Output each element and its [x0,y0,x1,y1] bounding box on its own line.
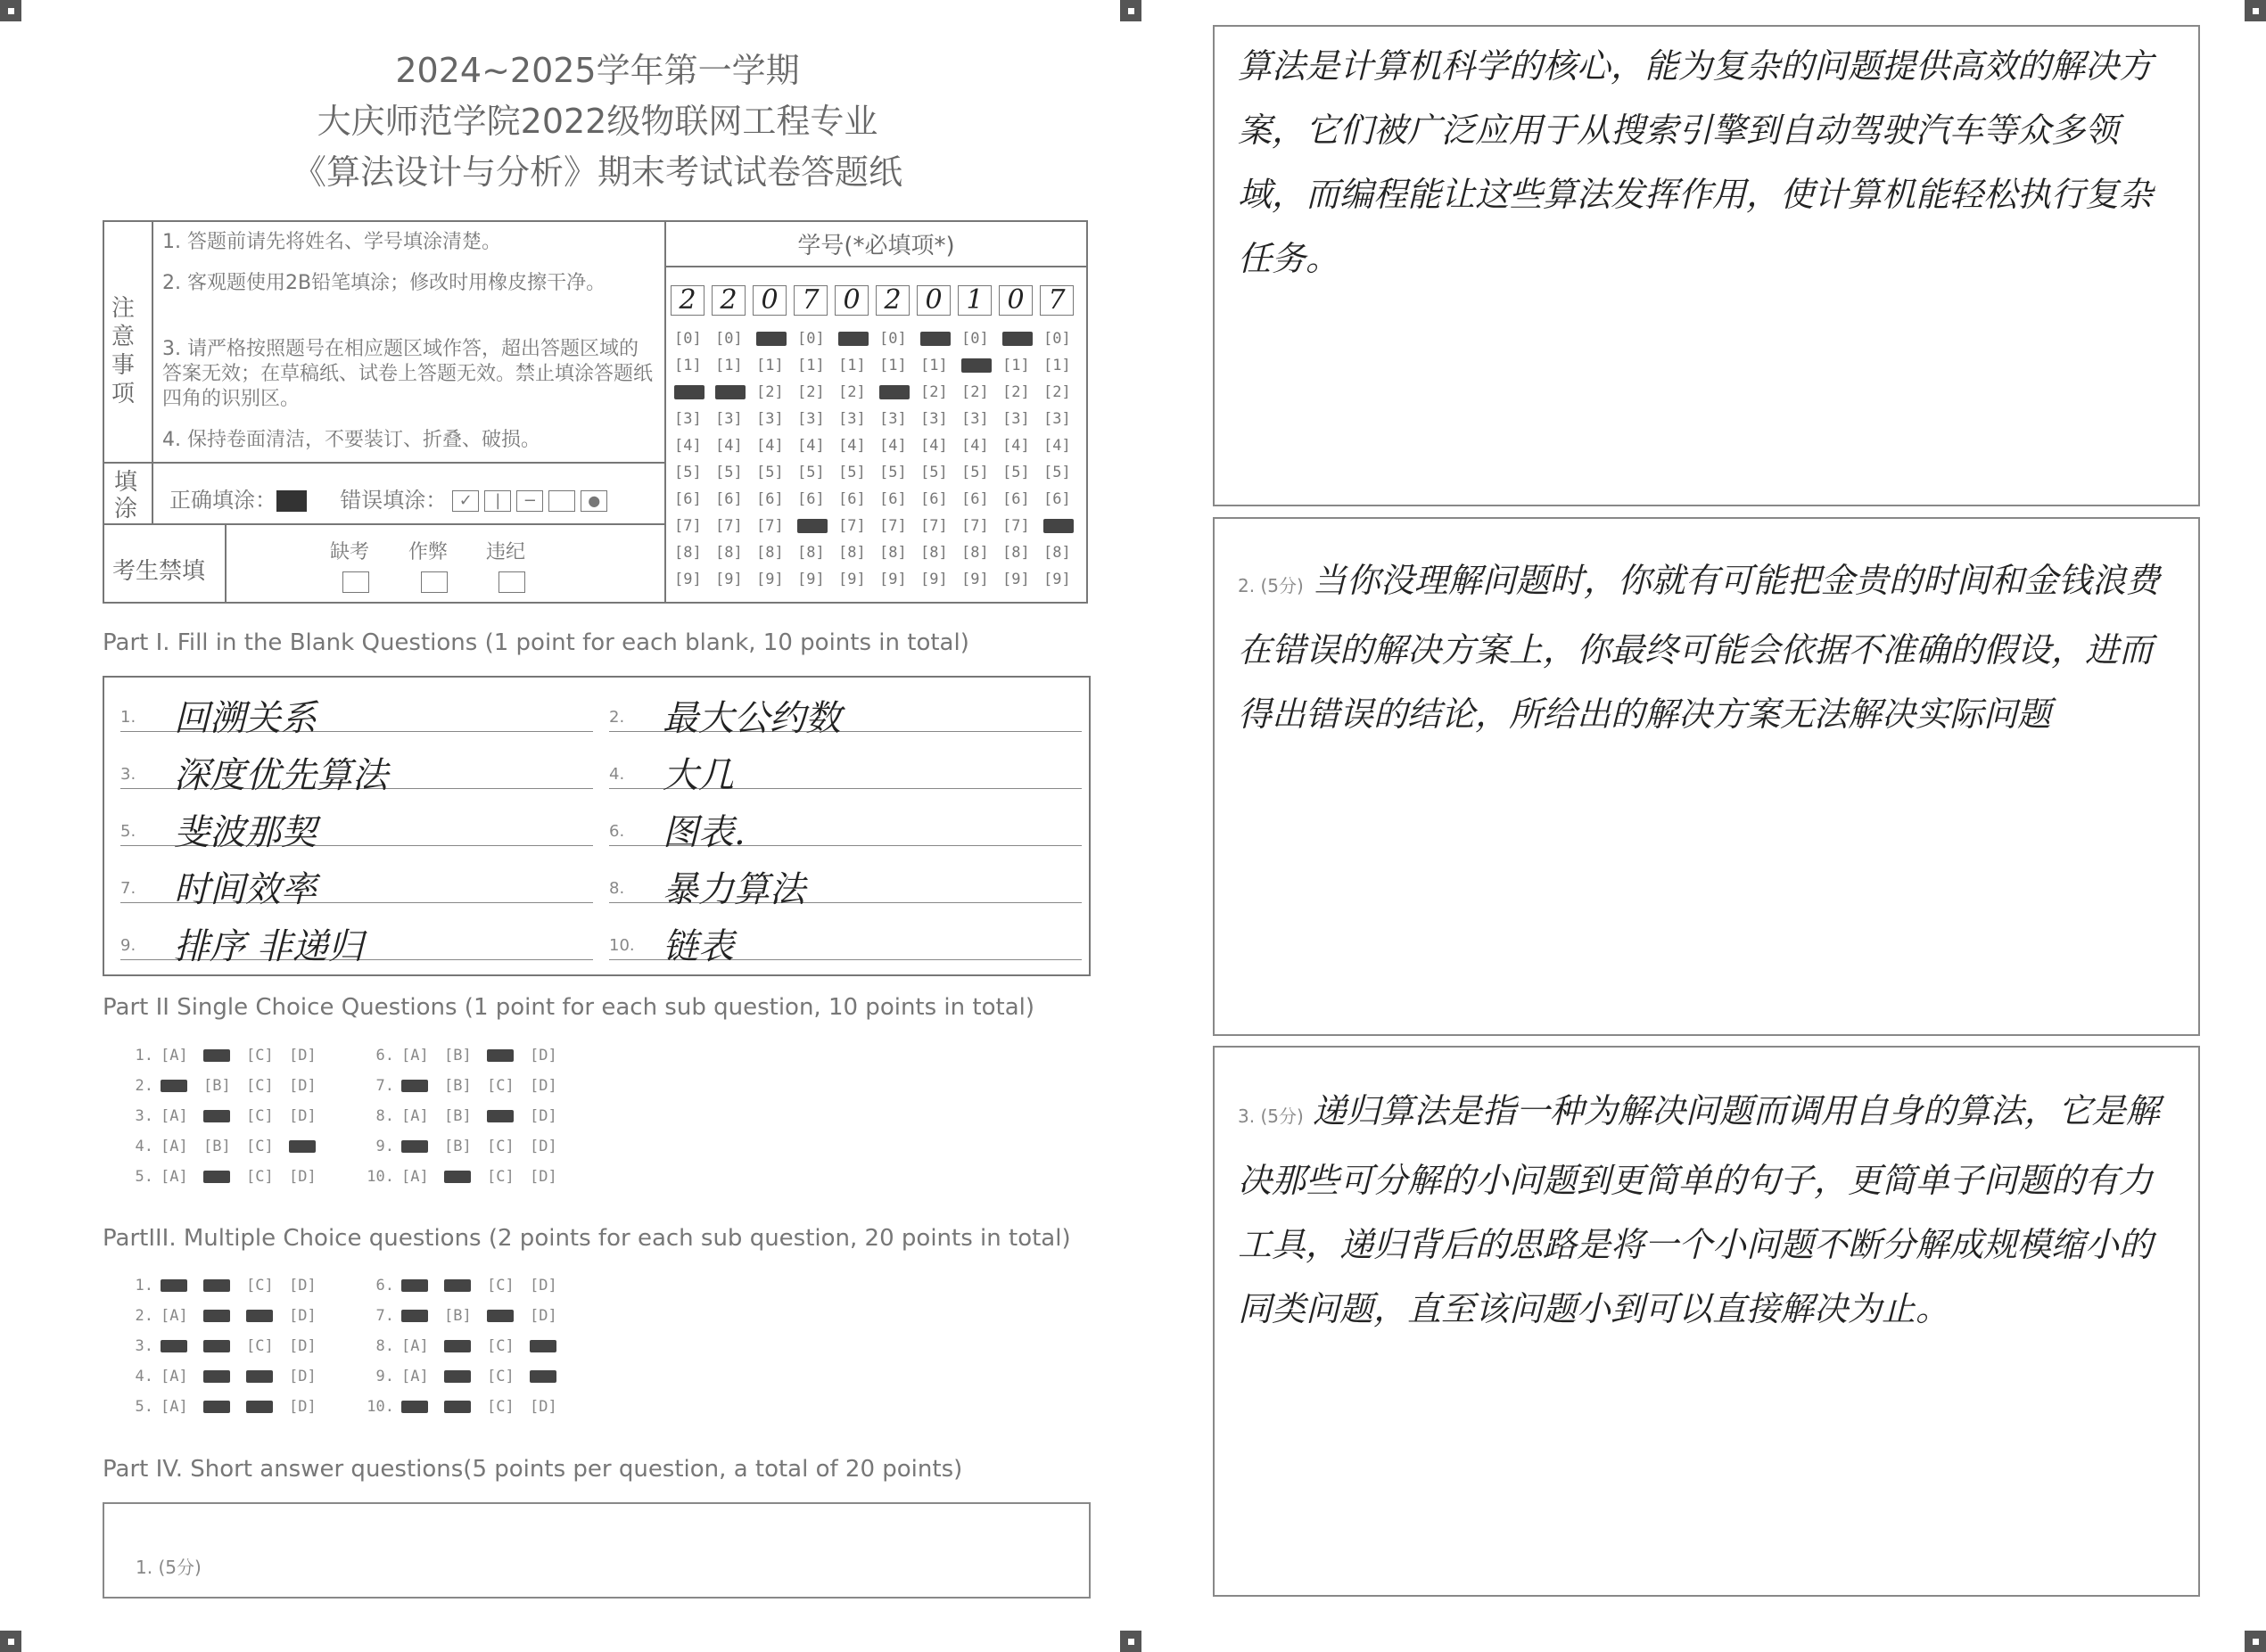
choice-bubble-b[interactable] [203,1337,230,1355]
blank-number: 3. [120,765,136,784]
choice-bubble-c[interactable]: [C] [246,1277,274,1294]
blank-answer: 大几 [663,755,734,796]
student-id-bubble[interactable]: [5] [715,464,743,481]
student-id-bubble[interactable]: [4] [920,437,948,455]
choice-bubble-d[interactable]: [D] [530,1398,557,1416]
student-id-bubble[interactable]: [3] [1002,410,1030,428]
major-title: 大庆师范学院2022级物联网工程专业 [317,102,878,141]
student-id-bubble[interactable] [797,517,828,535]
vertical-line-icon: | [484,490,511,512]
student-id-bubble[interactable]: [4] [674,437,702,455]
student-id-bubble[interactable] [674,383,705,401]
student-id-bubble[interactable]: [7] [715,517,743,535]
student-id-bubble[interactable]: [8] [756,544,784,562]
student-id-bubble[interactable]: [9] [797,571,825,588]
choice-bubble-b[interactable] [203,1107,230,1125]
choice-bubble-b[interactable] [203,1368,230,1385]
student-id-bubble[interactable]: [2] [920,383,948,401]
blank-answer: 排序 非递归 [174,926,364,967]
student-id-bubble[interactable]: [3] [1043,410,1071,428]
blank-number: 7. [120,879,136,898]
student-id-bubble[interactable]: [9] [920,571,948,588]
blank-answer: 链表 [663,926,734,967]
choice-bubble-b[interactable]: [B] [444,1307,472,1325]
student-id-bubble[interactable]: [9] [961,571,989,588]
choice-bubble-d[interactable]: [D] [530,1277,557,1294]
student-id-bubble[interactable]: [8] [838,544,866,562]
choice-bubble-b[interactable] [203,1277,230,1294]
student-id-bubble[interactable]: [6] [920,490,948,508]
fill-correct-example [169,482,607,514]
part3-title: PartIII. Multiple Choice questions (2 points for each sub question, 20 points in total) [103,1225,1071,1252]
choice-bubble-b[interactable]: [B] [444,1047,472,1064]
choice-bubble-c[interactable]: [C] [487,1077,515,1095]
empty-box-icon [548,490,575,512]
choice-bubble-a[interactable]: [A] [161,1307,188,1325]
student-id-bubble[interactable]: [8] [920,544,948,562]
absent-checkbox[interactable] [342,571,369,593]
notice-bottom-line [103,462,664,464]
student-id-bubble[interactable]: [4] [797,437,825,455]
student-id-bubble[interactable] [879,383,910,401]
student-id-bubble[interactable]: [8] [1002,544,1030,562]
student-id-title: 学号(*必填项*) [797,233,955,259]
choice-bubble-c[interactable]: [C] [246,1077,274,1095]
info-divider-v [664,220,666,604]
student-id-bubble[interactable] [1043,517,1074,535]
choice-bubble-a[interactable] [401,1307,428,1325]
choice-bubble-c[interactable] [246,1307,273,1325]
choice-bubble-d[interactable]: [D] [289,1307,317,1325]
blank-number: 1. [120,708,136,727]
student-id-bubble[interactable]: [4] [879,437,907,455]
student-id-bubble[interactable]: [3] [961,410,989,428]
student-id-bubble[interactable] [1002,330,1033,348]
choice-bubble-a[interactable]: [A] [161,1107,188,1125]
q3-label: 3. (5分) [1238,1105,1304,1127]
choice-bubble-b[interactable]: [B] [444,1138,472,1155]
student-id-bubble[interactable]: [1] [1002,357,1030,374]
choice-bubble-d[interactable] [289,1138,316,1155]
choice-bubble-a[interactable] [401,1277,428,1294]
notice-item-1: 1. 答题前请先将姓名、学号填涂清楚。 [162,231,501,253]
corner-marker-top-right [2245,0,2266,21]
choice-bubble-d[interactable]: [D] [289,1077,317,1095]
blank-answer: 暴力算法 [663,869,805,910]
choice-bubble-c[interactable] [487,1307,514,1325]
filled-sample-icon [276,490,307,512]
student-id-digit-7: 0 [917,285,951,316]
choice-number: 1. [135,1047,153,1064]
student-id-bubble[interactable]: [3] [756,410,784,428]
blank-number: 5. [120,822,136,841]
student-id-bubble[interactable]: [2] [961,383,989,401]
student-id-bubble[interactable]: [1] [920,357,948,374]
choice-bubble-a[interactable] [401,1077,428,1095]
fill-label: 填涂 [114,469,138,522]
student-id-bubble[interactable]: [8] [1043,544,1071,562]
choice-bubble-a[interactable]: [A] [161,1368,188,1385]
choice-bubble-b[interactable] [444,1337,471,1355]
choice-number: 3. [135,1337,153,1355]
forbidden-label-divider [225,523,227,604]
semester-title: 2024~2025学年第一学期 [395,51,800,90]
choice-bubble-d[interactable]: [D] [530,1107,557,1125]
choice-number: 7. [375,1077,394,1095]
student-id-bubble[interactable]: [9] [674,571,702,588]
student-id-bubble[interactable]: [3] [715,410,743,428]
choice-number: 5. [135,1398,153,1416]
choice-bubble-d[interactable] [530,1368,556,1385]
part4-title: Part IV. Short answer questions(5 points per question, a total of 20 points) [103,1456,963,1483]
choice-bubble-b[interactable] [444,1277,471,1294]
absent-label: 缺考 [330,541,370,563]
forbidden-absent [330,537,369,593]
student-id-digit-2: 2 [712,285,746,316]
student-id-bubble[interactable]: [4] [756,437,784,455]
student-id-bubble[interactable]: [6] [1043,490,1071,508]
student-id-bubble[interactable]: [3] [674,410,702,428]
choice-number: 7. [375,1307,394,1325]
q3-answer: 递归算法是指一种为解决问题而调用自身的算法，它是解决那些可分解的小问题到更简单的句子，更简单子问题的有力工具，递归背后的思路是将一个小问题不断分解成规模缩小的同类问题，直至该问题小到可以直接解决为止。 [1238,1091,2160,1328]
choice-bubble-d[interactable]: [D] [289,1047,317,1064]
student-id-bubble[interactable]: [2] [838,383,866,401]
corner-marker-bottom-middle [1120,1631,1141,1652]
violation-label: 违纪 [486,541,526,563]
student-id-bubble[interactable]: [9] [756,571,784,588]
student-id-digit-10: 7 [1040,285,1074,316]
student-id-bubble[interactable]: [1] [1043,357,1071,374]
choice-bubble-b[interactable]: [B] [444,1107,472,1125]
student-id-bubble[interactable] [756,330,787,348]
forbidden-violation [486,537,525,593]
corner-marker-bottom-left [0,1631,21,1652]
blank-answer: 深度优先算法 [174,755,388,796]
student-id-bubble[interactable]: [3] [879,410,907,428]
student-id-digit-9: 0 [999,285,1033,316]
student-id-bubble[interactable]: [6] [674,490,702,508]
notice-item-3: 3. 请严格按照题号在相应题区域作答，超出答题区域的答案无效；在草稿纸、试卷上答题无效。禁止填涂答题纸四角的识别区。 [162,338,654,410]
student-id-bubble[interactable]: [7] [1002,517,1030,535]
student-id-bubble[interactable]: [2] [797,383,825,401]
choice-bubble-b[interactable] [444,1398,471,1416]
blank-number: 2. [609,708,625,727]
fill-correct-label: 正确填涂： [169,488,276,513]
choice-bubble-d[interactable] [530,1337,556,1355]
student-id-bubble[interactable]: [7] [961,517,989,535]
choice-number: 8. [375,1337,394,1355]
choice-bubble-c[interactable] [487,1107,514,1125]
student-id-bubble[interactable]: [9] [838,571,866,588]
choice-bubble-a[interactable]: [A] [401,1168,429,1186]
student-id-bubble[interactable]: [9] [1002,571,1030,588]
choice-number: 9. [375,1138,394,1155]
student-id-bubble[interactable]: [6] [715,490,743,508]
choice-bubble-d[interactable]: [D] [530,1077,557,1095]
student-id-bubble[interactable]: [8] [674,544,702,562]
q2-answer-block [1238,548,2174,746]
student-id-bubble[interactable]: [2] [1043,383,1071,401]
choice-number: 8. [375,1107,394,1125]
violation-checkbox[interactable] [499,571,525,593]
choice-bubble-a[interactable] [161,1337,187,1355]
notice-item-2: 2. 客观题使用2B铅笔填涂；修改时用橡皮擦干净。 [162,272,606,294]
choice-bubble-b[interactable]: [B] [444,1077,472,1095]
fill-bottom-line [103,523,664,525]
choice-bubble-d[interactable]: [D] [289,1368,317,1385]
student-id-bubble[interactable]: [7] [838,517,866,535]
student-id-bubble[interactable]: [5] [1043,464,1071,481]
forbidden-cheat [408,537,448,593]
choice-bubble-b[interactable] [444,1168,471,1186]
student-id-bubble[interactable]: [6] [1002,490,1030,508]
choice-number: 4. [135,1138,153,1155]
blank-answer: 斐波那契 [174,812,317,853]
q2-answer: 当你没理解问题时，你就有可能把金贵的时间和金钱浪费在错误的解决方案上，你最终可能会依据不准确的假设，进而得出错误的结论，所给出的解决方案无法解决实际问题 [1238,561,2160,734]
part1-title: Part I. Fill in the Blank Questions (1 point for each blank, 10 points in total) [103,629,969,656]
choice-bubble-c[interactable] [246,1368,273,1385]
blank-number: 6. [609,822,625,841]
q3-answer-block [1238,1079,2174,1341]
choice-bubble-c[interactable]: [C] [487,1277,515,1294]
student-id-digit-6: 2 [876,285,910,316]
choice-bubble-a[interactable]: [A] [161,1047,188,1064]
q2-label: 2. (5分) [1238,575,1304,596]
choice-bubble-d[interactable]: [D] [530,1168,557,1186]
student-id-bubble[interactable]: [1] [715,357,743,374]
choice-bubble-a[interactable]: [A] [401,1368,429,1385]
student-id-bubble[interactable]: [5] [961,464,989,481]
notice-label: 注意事项 [111,295,136,407]
choice-bubble-b[interactable] [203,1398,230,1416]
student-id-bubble[interactable]: [3] [797,410,825,428]
student-id-bubble[interactable]: [5] [879,464,907,481]
q1-box-left [103,1502,1091,1599]
blank-number: 10. [609,936,635,955]
choice-bubble-b[interactable]: [B] [203,1138,231,1155]
student-id-bubble[interactable]: [0] [674,330,702,348]
student-id-bubble[interactable]: [4] [1002,437,1030,455]
student-id-bubble[interactable]: [0] [879,330,907,348]
choice-number: 9. [375,1368,394,1385]
student-id-bubble[interactable]: [6] [838,490,866,508]
student-id-bubble[interactable] [838,330,869,348]
student-id-bubble[interactable]: [5] [1002,464,1030,481]
student-id-bubble[interactable]: [4] [715,437,743,455]
choice-number: 3. [135,1107,153,1125]
dot-icon: ● [581,490,607,512]
choice-bubble-c[interactable]: [C] [487,1337,515,1355]
choice-number: 6. [375,1047,394,1064]
student-id-bubble[interactable]: [0] [797,330,825,348]
choice-number: 10. [367,1398,394,1416]
student-id-bubble[interactable]: [3] [920,410,948,428]
choice-bubble-c[interactable]: [C] [246,1337,274,1355]
student-id-bubble[interactable]: [8] [879,544,907,562]
fill-wrong-label: 错误填涂： [340,488,448,513]
choice-bubble-a[interactable]: [A] [161,1168,188,1186]
choice-number: 2. [135,1077,153,1095]
student-id-bubble[interactable]: [8] [797,544,825,562]
blank-number: 8. [609,879,625,898]
cheat-checkbox[interactable] [421,571,448,593]
choice-bubble-b[interactable] [444,1368,471,1385]
blank-number: 4. [609,765,625,784]
student-id-bubble[interactable]: [6] [756,490,784,508]
choice-bubble-b[interactable] [203,1307,230,1325]
q1-label: 1. (5分) [136,1557,202,1578]
blank-answer: 最大公约数 [663,698,841,739]
choice-bubble-c[interactable]: [C] [246,1047,274,1064]
choice-bubble-a[interactable]: [A] [401,1107,429,1125]
blank-answer: 回溯关系 [174,698,317,739]
notice-label-divider [152,220,153,523]
student-id-bubble[interactable]: [1] [674,357,702,374]
student-id-bubble[interactable]: [7] [756,517,784,535]
choice-bubble-a[interactable] [401,1138,428,1155]
choice-bubble-d[interactable]: [D] [289,1107,317,1125]
choice-bubble-c[interactable]: [C] [487,1398,515,1416]
student-id-bubble[interactable]: [9] [1043,571,1071,588]
check-mark-icon: ✓ [452,490,479,512]
forbidden-label: 考生禁填 [112,558,206,585]
student-id-bubble[interactable] [961,357,992,374]
choice-bubble-a[interactable] [401,1398,428,1416]
choice-bubble-d[interactable]: [D] [530,1138,557,1155]
student-id-bubble[interactable]: [6] [961,490,989,508]
corner-marker-top-middle [1120,0,1141,21]
choice-number: 5. [135,1168,153,1186]
choice-bubble-a[interactable]: [A] [401,1337,429,1355]
choice-bubble-d[interactable]: [D] [289,1337,317,1355]
student-id-bubble[interactable]: [9] [879,571,907,588]
student-id-bubble[interactable]: [8] [961,544,989,562]
student-id-bubble[interactable]: [3] [838,410,866,428]
choice-bubble-d[interactable]: [D] [289,1398,317,1416]
choice-number: 2. [135,1307,153,1325]
dash-icon: − [516,490,543,512]
choice-bubble-c[interactable]: [C] [246,1138,274,1155]
student-id-bubble[interactable]: [0] [1043,330,1071,348]
student-id-bubble[interactable]: [4] [1043,437,1071,455]
student-id-bubble[interactable]: [2] [1002,383,1030,401]
student-id-digit-3: 0 [753,285,787,316]
choice-bubble-a[interactable]: [A] [161,1138,188,1155]
blank-answer: 图表. [663,812,746,853]
student-id-bubble[interactable]: [7] [879,517,907,535]
student-id-bubble[interactable]: [5] [756,464,784,481]
choice-bubble-c[interactable]: [C] [487,1168,515,1186]
choice-bubble-a[interactable] [161,1277,187,1294]
choice-bubble-d[interactable]: [D] [530,1047,557,1064]
choice-bubble-c[interactable] [487,1047,514,1064]
choice-bubble-a[interactable]: [A] [161,1398,188,1416]
choice-bubble-c[interactable]: [C] [246,1168,274,1186]
blank-answer: 时间效率 [174,869,317,910]
choice-bubble-c[interactable] [246,1398,273,1416]
choice-bubble-a[interactable]: [A] [401,1047,429,1064]
q1-answer: 算法是计算机科学的核心，能为复杂的问题提供高效的解决方案，它们被广泛应用于从搜索引擎到自动驾驶汽车等众多领域，而编程能让这些算法发挥作用，使计算机能轻松执行复杂任务。 [1238,46,2154,278]
student-id-bubble[interactable]: [5] [920,464,948,481]
student-id-bubble[interactable]: [7] [674,517,702,535]
student-id-bubble[interactable]: [1] [756,357,784,374]
choice-bubble-c[interactable]: [C] [487,1138,515,1155]
choice-number: 1. [135,1277,153,1294]
student-id-bubble[interactable]: [5] [838,464,866,481]
choice-bubble-c[interactable]: [C] [246,1107,274,1125]
choice-bubble-b[interactable]: [B] [203,1077,231,1095]
blank-number: 9. [120,936,136,955]
choice-bubble-d[interactable]: [D] [289,1277,317,1294]
student-id-bubble[interactable]: [0] [715,330,743,348]
student-id-bubble[interactable]: [1] [838,357,866,374]
corner-marker-top-left [0,0,21,21]
student-id-bubble[interactable]: [4] [961,437,989,455]
choice-bubble-c[interactable]: [C] [487,1368,515,1385]
student-id-bubble[interactable] [920,330,951,348]
choice-bubble-d[interactable]: [D] [530,1307,557,1325]
student-id-bubble[interactable]: [4] [838,437,866,455]
student-id-bubble[interactable]: [8] [715,544,743,562]
notice-item-4: 4. 保持卷面清洁，不要装订、折叠、破损。 [162,429,540,451]
part2-title: Part II Single Choice Questions (1 point for each sub question, 10 points in total) [103,994,1034,1021]
exam-title: 《算法设计与分析》期末考试试卷答题纸 [292,152,902,192]
student-id-bubble[interactable]: [6] [879,490,907,508]
student-id-bubble[interactable]: [9] [715,571,743,588]
choice-bubble-d[interactable]: [D] [289,1168,317,1186]
student-id-bubble[interactable]: [5] [797,464,825,481]
choice-bubble-b[interactable] [203,1047,230,1064]
student-id-title-line [664,266,1088,267]
choice-number: 6. [375,1277,394,1294]
student-id-bubble[interactable]: [0] [961,330,989,348]
corner-marker-bottom-right [2245,1631,2266,1652]
choice-number: 10. [367,1168,394,1186]
student-id-bubble[interactable]: [7] [920,517,948,535]
student-id-digit-4: 7 [794,285,828,316]
choice-bubble-a[interactable] [161,1077,187,1095]
student-id-bubble[interactable] [715,383,746,401]
student-id-digit-1: 2 [671,285,705,316]
choice-bubble-b[interactable] [203,1168,230,1186]
student-id-digit-8: 1 [958,285,992,316]
student-id-bubble[interactable]: [2] [756,383,784,401]
student-id-bubble[interactable]: [5] [674,464,702,481]
student-id-bubble[interactable]: [1] [797,357,825,374]
choice-number: 4. [135,1368,153,1385]
cheat-label: 作弊 [408,541,449,563]
student-id-bubble[interactable]: [1] [879,357,907,374]
student-id-digit-5: 0 [835,285,869,316]
student-id-bubble[interactable]: [6] [797,490,825,508]
